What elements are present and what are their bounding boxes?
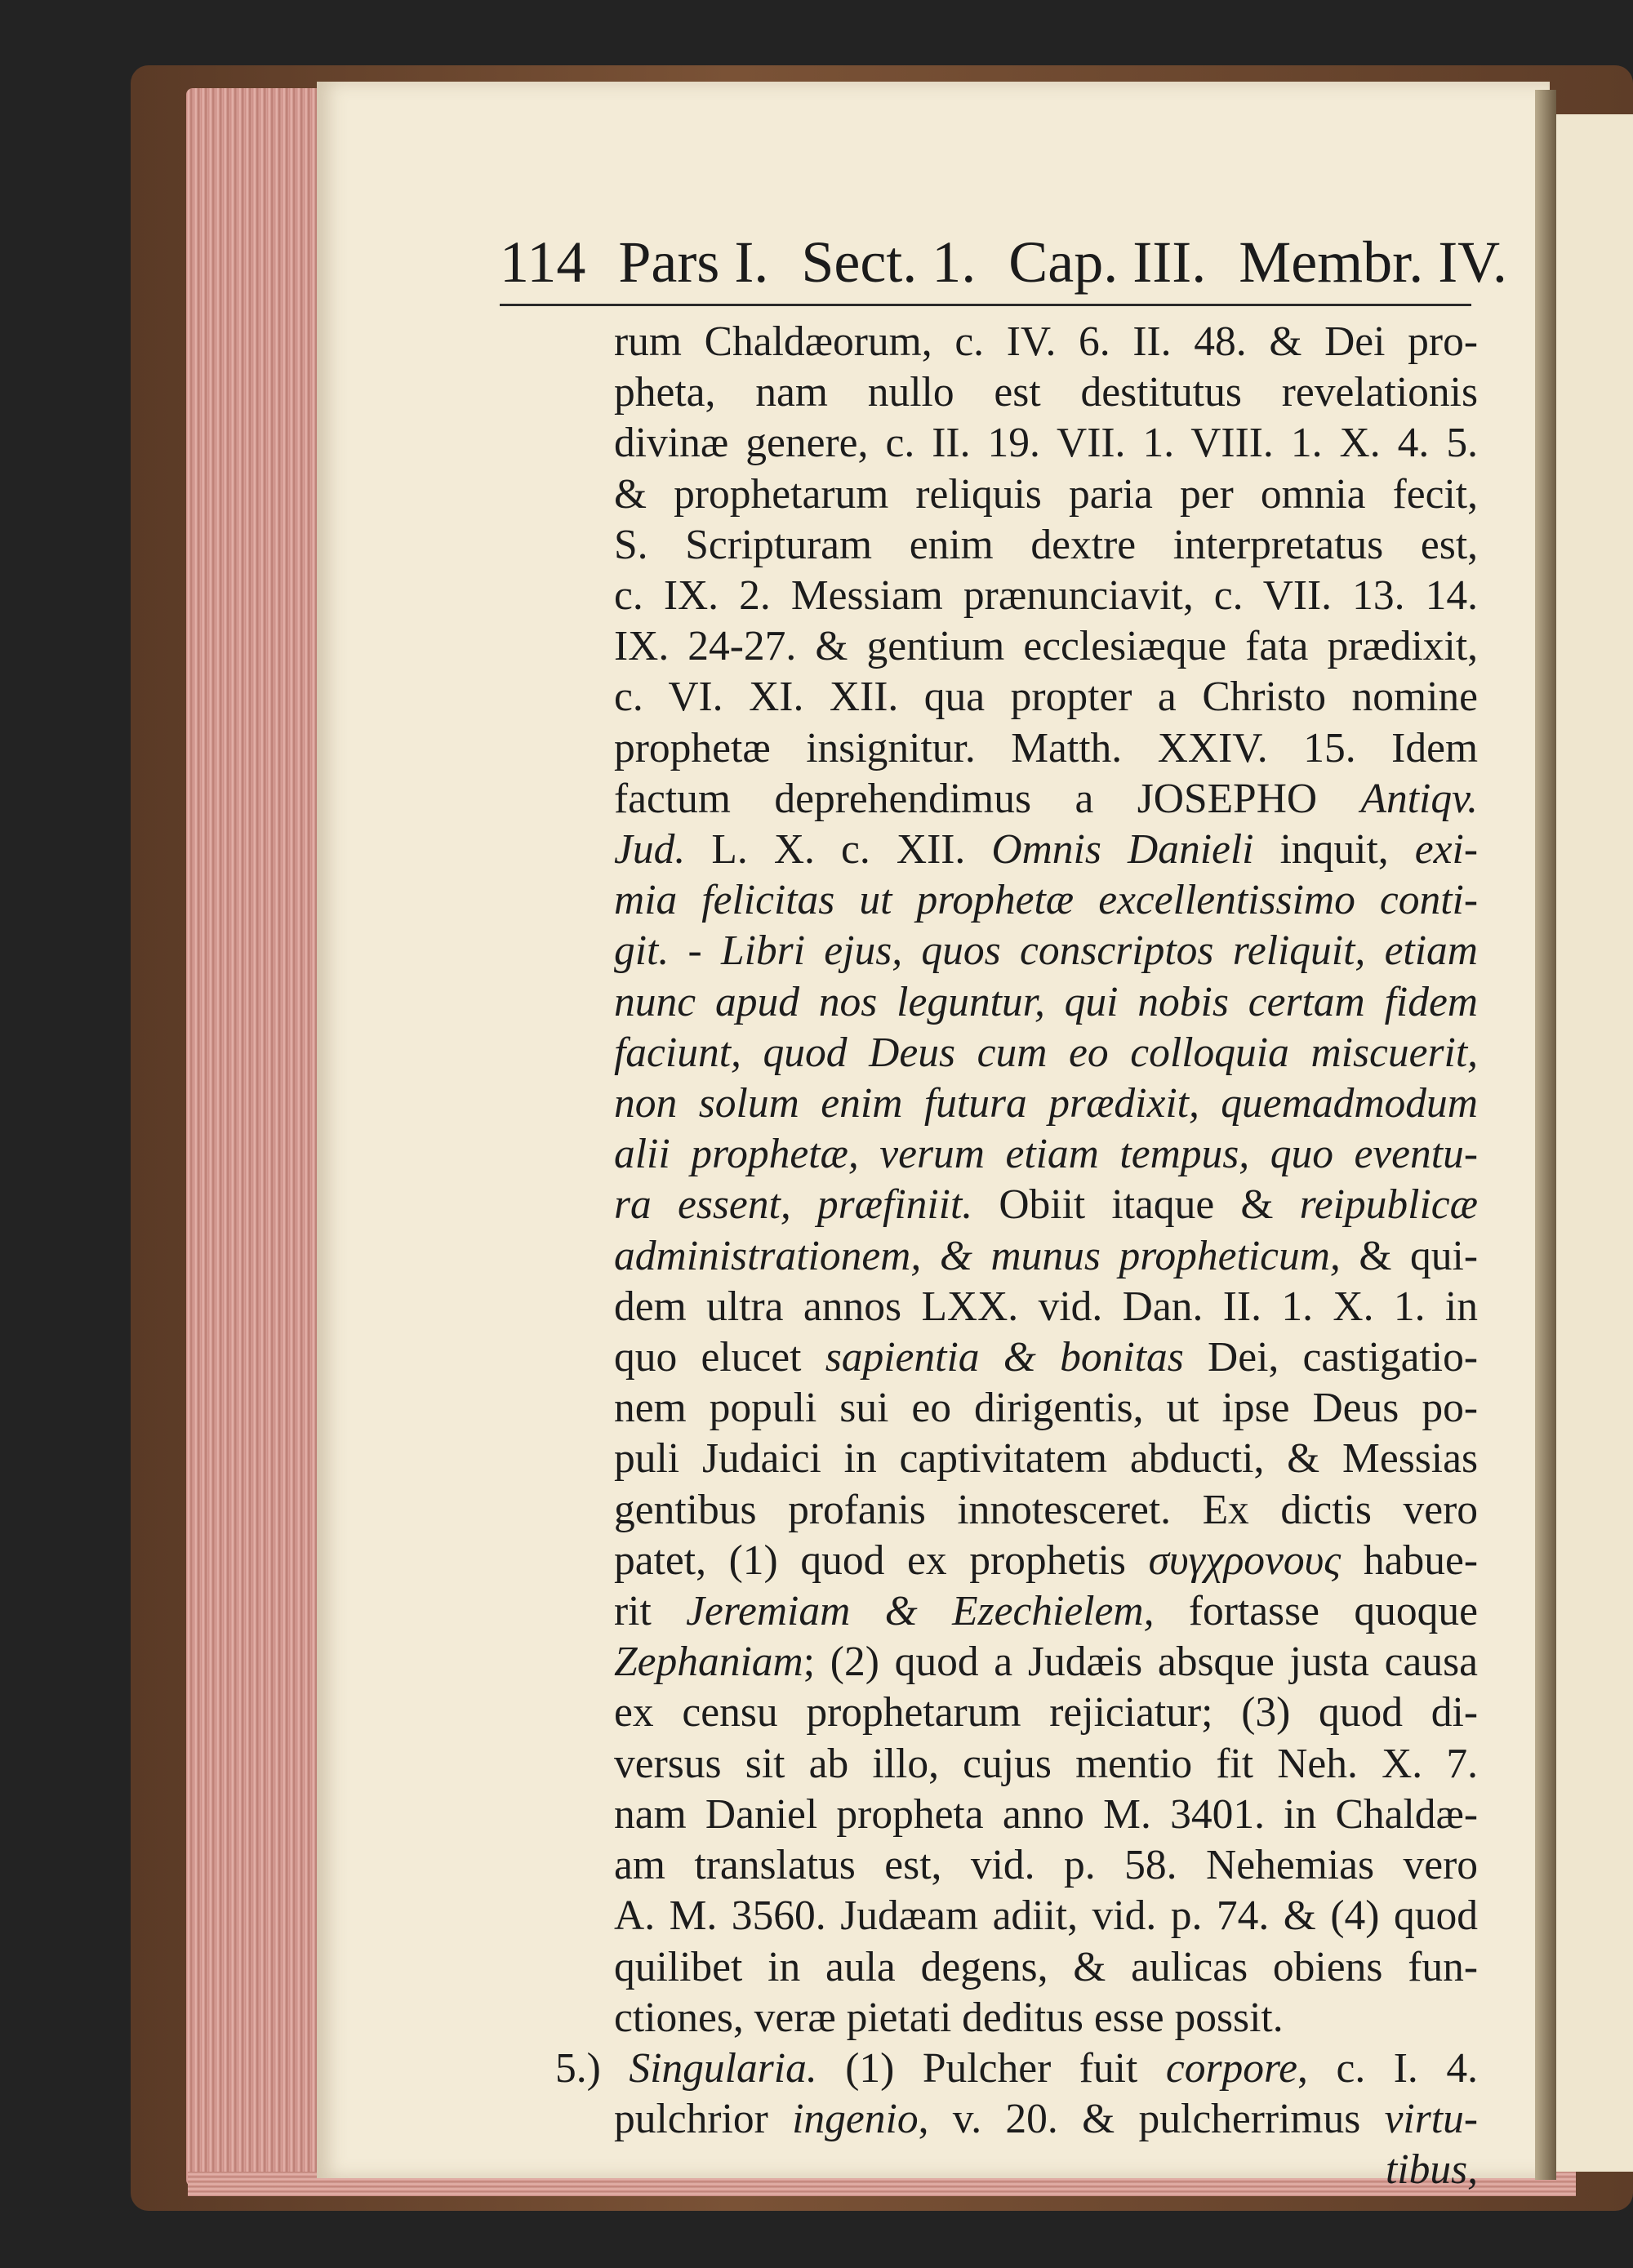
text-line (614, 977, 1478, 1028)
italic-run: exi- (1414, 826, 1478, 874)
text-run: nam Daniel propheta anno M. 3401. in Chaldæ- (614, 1790, 1478, 1838)
italic-run: virtu- (1384, 2096, 1478, 2143)
italic-run: Jud. (614, 826, 686, 874)
text-run: L. X. c. XII. (685, 826, 992, 874)
text-run: & qui- (1340, 1232, 1478, 1279)
text-line (614, 1231, 1478, 1282)
text-line (614, 621, 1478, 672)
italic-run: nunc apud nos leguntur, qui nobis certam fidem (614, 978, 1478, 1025)
italic-run: ingenio (792, 2096, 919, 2143)
text-run: c. IX. 2. Messiam prænunciavit, c. VII. 13. 14. (614, 572, 1478, 620)
text-run: gentibus profanis innotesceret. Ex dictis vero (614, 1486, 1478, 1533)
text-line (614, 1536, 1478, 1586)
text-line (614, 926, 1478, 976)
text-line (614, 1028, 1478, 1078)
italic-run: tibus, (1385, 2146, 1478, 2194)
running-header (500, 229, 1507, 296)
text-line (614, 723, 1478, 774)
text-line (614, 1586, 1478, 1637)
italic-run: Zephaniam (614, 1639, 803, 1686)
text-run: rit (614, 1588, 687, 1635)
text-run: IX. 24-27. & gentium ecclesiæque fata prædixit, (614, 623, 1478, 670)
text-line (614, 1434, 1478, 1484)
text-run: 5.) (555, 2044, 630, 2092)
text-line (614, 1129, 1478, 1180)
italic-run: συγχρονους (1148, 1536, 1342, 1584)
text-run: puli Judaici in captivitatem abducti, & Messias (614, 1435, 1478, 1483)
text-line (614, 571, 1478, 621)
text-run: c. VI. XI. XII. qua propter a Christo nomine (614, 674, 1478, 721)
header-section: Sect. 1. (801, 229, 977, 295)
italic-run: non solum enim futura prædixit, quemadmodum (614, 1080, 1478, 1127)
body-text (555, 317, 1478, 2196)
text-run: nem populi sui eo dirigentis, ut ipse Deus po- (614, 1385, 1478, 1432)
text-line (614, 1078, 1478, 1129)
book-gutter (1535, 90, 1556, 2180)
text-run: rum Chaldæorum, c. IV. 6. II. 48. & Dei pro- (614, 318, 1478, 365)
text-line (614, 2094, 1478, 2145)
text-line (614, 1282, 1478, 1332)
text-run: quilibet in aula degens, & aulicas obiens fun- (614, 1943, 1478, 1990)
italic-run: Singularia. (629, 2044, 817, 2092)
text-run: ctiones, veræ pietati deditus esse possit. (614, 1994, 1284, 2041)
text-line (614, 1739, 1478, 1790)
text-line (614, 2145, 1478, 2195)
text-line (614, 520, 1478, 571)
italic-run: git. - Libri ejus, quos conscriptos reliquit, etiam (614, 927, 1478, 975)
text-line (614, 1790, 1478, 1840)
italic-run: faciunt, quod Deus cum eo colloquia miscuerit, (614, 1029, 1478, 1076)
text-run: pheta, nam nullo est destitutus revelationis (614, 369, 1478, 416)
text-run: divinæ genere, c. II. 19. VII. 1. VIII. 1. X. 4. 5. (614, 420, 1478, 467)
italic-run: administrationem, & munus propheticum, (614, 1232, 1341, 1279)
text-run: prophetæ insignitur. Matth. XXIV. 15. Idem (614, 724, 1478, 772)
header-part: Pars I. (618, 229, 769, 295)
facing-page (1556, 114, 1633, 2172)
text-run: habue- (1341, 1536, 1478, 1584)
text-run: , v. 20. & pulcherrimus (918, 2096, 1385, 2143)
text-run: fortasse quoque (1154, 1588, 1478, 1635)
text-line (614, 1383, 1478, 1434)
text-run: quo elucet (614, 1334, 825, 1381)
text-line (555, 2043, 1478, 2094)
header-chapter: Cap. III. (1008, 229, 1207, 295)
text-run: Dei, castigatio- (1183, 1334, 1478, 1381)
text-run: & prophetarum reliquis paria per omnia fecit, (614, 470, 1478, 518)
italic-run: alii prophetæ, verum etiam tempus, quo eventu- (614, 1131, 1478, 1178)
text-line (614, 672, 1478, 723)
text-line (614, 1485, 1478, 1536)
text-run: inquit, (1253, 826, 1415, 874)
text-line (614, 1993, 1478, 2043)
text-run: A. M. 3560. Judæam adiit, vid. p. 74. & (4) quod (614, 1892, 1478, 1940)
text-run: S. Scripturam enim dextre interpretatus est, (614, 521, 1478, 568)
text-line (614, 1688, 1478, 1738)
text-line (614, 1180, 1478, 1230)
italic-run: reipublicæ (1299, 1181, 1478, 1229)
text-line (614, 1840, 1478, 1891)
text-line (614, 317, 1478, 367)
page-number: 114 (500, 229, 586, 295)
text-line (614, 774, 1478, 825)
text-line (614, 418, 1478, 469)
text-line (614, 1891, 1478, 1941)
italic-run: Jeremiam & Ezechielem, (686, 1588, 1155, 1635)
italic-run: Antiqv. (1360, 775, 1478, 822)
italic-run: Omnis Danieli (991, 826, 1254, 874)
italic-run: corpore (1165, 2044, 1298, 2092)
text-line (614, 875, 1478, 926)
header-rule (500, 304, 1471, 306)
text-run: versus sit ab illo, cujus mentio fit Neh. X. 7. (614, 1740, 1478, 1787)
text-line (614, 1942, 1478, 1993)
text-run: pulchrior (614, 2096, 793, 2143)
text-line (614, 1637, 1478, 1688)
page-edges (186, 88, 325, 2186)
text-run: (1) Pulcher fuit (816, 2044, 1166, 2092)
text-line (614, 469, 1478, 520)
text-run: factum deprehendimus a JOSEPHO (614, 775, 1361, 822)
text-run: am translatus est, vid. p. 58. Nehemias vero (614, 1842, 1478, 1889)
text-line (614, 825, 1478, 875)
header-member: Membr. IV. (1239, 229, 1507, 295)
italic-run: ra essent, præfiniit. (614, 1181, 973, 1229)
text-run: ex censu prophetarum rejiciatur; (3) quod di- (614, 1689, 1478, 1737)
text-line (614, 1332, 1478, 1383)
text-run: Obiit itaque & (972, 1181, 1300, 1229)
text-run: patet, (1) quod ex prophetis (614, 1536, 1149, 1584)
text-run: ; (2) quod a Judæis absque justa causa (803, 1639, 1478, 1686)
italic-run: mia felicitas ut prophetæ excellentissimo conti- (614, 877, 1478, 924)
text-run: , c. I. 4. (1297, 2044, 1478, 2092)
text-line (614, 367, 1478, 418)
italic-run: sapientia & bonitas (825, 1334, 1184, 1381)
text-run: dem ultra annos LXX. vid. Dan. II. 1. X. 1. in (614, 1283, 1478, 1330)
